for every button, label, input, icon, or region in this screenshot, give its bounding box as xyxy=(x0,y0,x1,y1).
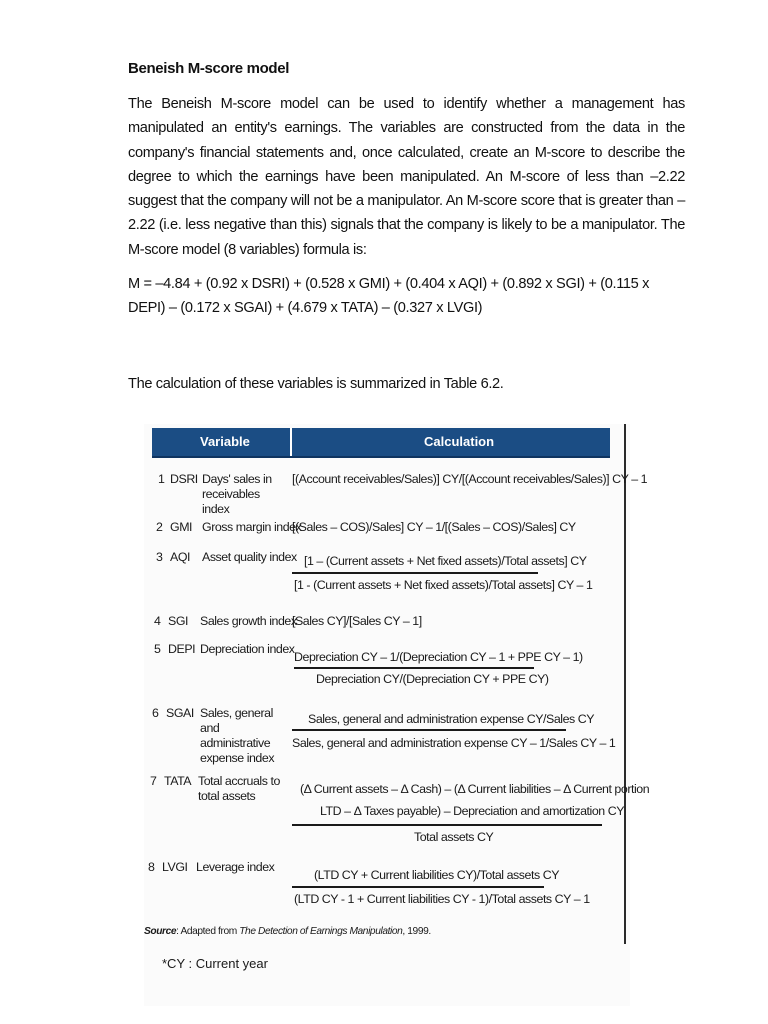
row-name: Total accruals to total assets xyxy=(198,774,280,803)
header-divider xyxy=(290,428,292,456)
fraction-line xyxy=(292,824,602,826)
row-calculation: [(Sales – COS)/Sales] CY – 1/[(Sales – COS)/Sales] CY xyxy=(292,520,576,534)
row-abbr: DSRI xyxy=(170,472,198,486)
source-label: Source xyxy=(144,926,177,937)
row-abbr: DEPI xyxy=(168,642,196,656)
row-number: 6 xyxy=(152,706,159,720)
fraction-line xyxy=(292,886,544,888)
fraction-line xyxy=(292,729,566,731)
row-denominator: Sales, general and administration expense CY – 1/Sales CY – 1 xyxy=(292,736,616,750)
row-denominator: [1 - (Current assets + Net fixed assets)/Total assets] CY – 1 xyxy=(294,578,593,592)
source-text: : Adapted from xyxy=(176,926,240,937)
scan-edge-line xyxy=(624,424,626,944)
source-title: The Detection of Earnings Manipulation xyxy=(239,926,403,937)
variables-table-image xyxy=(144,424,650,1006)
row-numerator-line2: LTD – Δ Taxes payable) – Depreciation and amortization CY xyxy=(320,804,625,818)
row-name: Depreciation index xyxy=(200,642,295,656)
row-name: Asset quality index xyxy=(202,550,297,564)
row-abbr: SGI xyxy=(168,614,188,628)
row-abbr: TATA xyxy=(164,774,192,788)
row-abbr: SGAI xyxy=(166,706,194,720)
intro-paragraph: The Beneish M-score model can be used to identify whether a management has manipulated an entity's earnings. The variables are constructed from the data in the company's financial statements and, once calculated, create an M-score to describe the degree to which the earnings have been manipulated. An M-score of less than –2.22 suggest that the company will not be a manipulator. An M-score score that is greater than –2.22 (i.e. less negative than this) signals that the company is likely to be a manipulator. The M-score model (8 variables) formula is: xyxy=(128,96,685,258)
row-number: 8 xyxy=(148,860,155,874)
row-number: 2 xyxy=(156,520,163,534)
row-numerator-line1: (Δ Current assets – Δ Cash) – (Δ Current liabilities – Δ Current portion xyxy=(300,782,650,796)
row-denominator: Total assets CY xyxy=(414,830,494,844)
row-number: 3 xyxy=(156,550,163,564)
fraction-line xyxy=(294,667,534,669)
row-calculation: [(Account receivables/Sales)] CY/[(Account receivables/Sales)] CY – 1 xyxy=(292,472,648,486)
row-denominator: (LTD CY - 1 + Current liabilities CY - 1)/Total assets CY – 1 xyxy=(294,892,590,906)
row-numerator: (LTD CY + Current liabilities CY)/Total assets CY xyxy=(314,868,560,882)
row-name: Gross margin index xyxy=(202,520,302,534)
table-header xyxy=(152,428,610,458)
fraction-line xyxy=(292,572,538,574)
table-source xyxy=(144,926,431,937)
source-year: , 1999. xyxy=(402,926,431,937)
m-score-formula: M = –4.84 + (0.92 x DSRI) + (0.528 x GMI) + (0.404 x AQI) + (0.892 x SGI) + (0.115 x DEPI) – (0.172 x SGAI) + (4.679 x TATA) – (0.327 x LVGI) xyxy=(128,276,650,316)
row-number: 5 xyxy=(154,642,161,656)
row-numerator: [1 – (Current assets + Net fixed assets)/Total assets] CY xyxy=(304,554,587,568)
calculation-note: The calculation of these variables is summarized in Table 6.2. xyxy=(128,376,504,392)
section-title: Beneish M-score model xyxy=(128,60,290,77)
header-variable: Variable xyxy=(200,434,250,449)
row-calculation: [Sales CY]/[Sales CY – 1] xyxy=(292,614,422,628)
row-denominator: Depreciation CY/(Depreciation CY + PPE CY) xyxy=(316,672,549,686)
row-abbr: LVGI xyxy=(162,860,188,874)
row-name: Sales, general and administrative expense index xyxy=(200,706,275,765)
row-numerator: Depreciation CY – 1/(Depreciation CY – 1 + PPE CY – 1) xyxy=(294,650,583,664)
header-calculation: Calculation xyxy=(424,434,495,449)
row-abbr: GMI xyxy=(170,520,193,534)
row-name: Leverage index xyxy=(196,860,275,874)
row-number: 4 xyxy=(154,614,161,628)
row-abbr: AQI xyxy=(170,550,190,564)
row-number: 7 xyxy=(150,774,157,788)
row-name: Days' sales in receivables index xyxy=(202,472,272,516)
row-name: Sales growth index xyxy=(200,614,297,628)
row-numerator: Sales, general and administration expense CY/Sales CY xyxy=(308,712,595,726)
row-number: 1 xyxy=(158,472,165,486)
footnote: *CY : Current year xyxy=(162,956,268,971)
